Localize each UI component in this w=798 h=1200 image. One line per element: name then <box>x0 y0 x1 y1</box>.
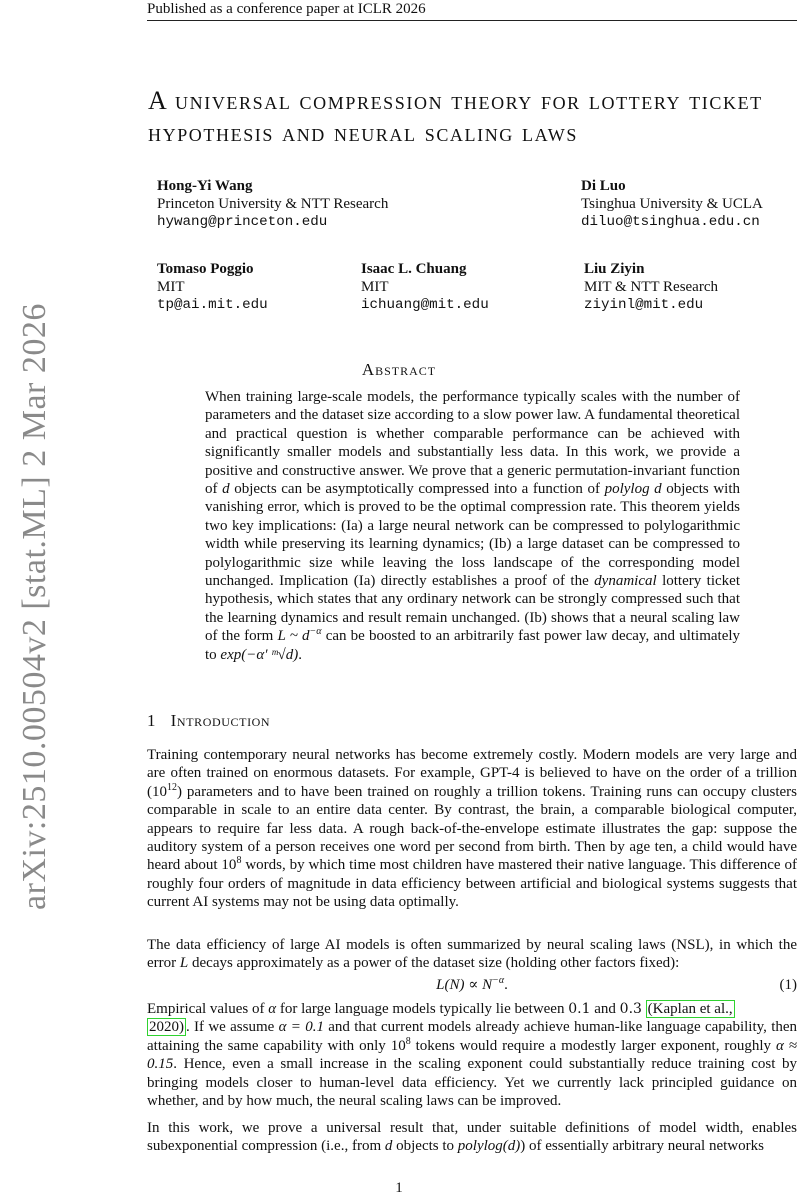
running-head: Published as a conference paper at ICLR 2026 <box>147 1 426 17</box>
author-affiliation: Princeton University & NTT Research <box>157 196 389 212</box>
author-affiliation: Tsinghua University & UCLA <box>581 196 763 212</box>
author-name: Hong-Yi Wang <box>157 178 253 194</box>
section-heading: 1 Introduction <box>147 711 271 730</box>
intro-paragraph: In this work, we prove a universal result that, under suitable definitions of model width, enables subexponential compression (i.e., from d objects to polylog(d)) of essentially arbitrary neural networks <box>147 1120 797 1155</box>
author-affiliation: MIT <box>157 279 185 295</box>
paper-title: A universal compression theory for lottery ticket hypothesis and neural scaling laws <box>148 86 763 147</box>
equation-number: (1) <box>779 977 797 993</box>
author-block <box>581 177 763 231</box>
author-email[interactable]: ziyinl@mit.edu <box>584 297 704 313</box>
citation-link[interactable]: 2020) <box>149 1019 184 1036</box>
author-block <box>157 260 268 314</box>
author-name: Isaac L. Chuang <box>361 261 467 277</box>
arxiv-identifier[interactable]: arXiv:2510.00504v2 [stat.ML] 2 Mar 2026 <box>16 303 53 910</box>
author-affiliation: MIT <box>361 279 389 295</box>
author-name: Di Luo <box>581 178 626 194</box>
author-block <box>584 260 718 314</box>
abstract-heading: Abstract <box>361 360 437 379</box>
intro-paragraph: Empirical values of α for large language models typically lie between 0.1 and 0.3 (Kaplan et al., 2020) . If we assume α = 0.1 and that current models already achieve human-like language capability, then attaining the same capability with only $10^8$ tokens would require a modestly larger exponent, roughly α ≈ 0.15. Hence, even a small increase in the scaling exponent could substantially reduce training cost by bringing models closer to human-level data efficiency. Yet we currently lack principled guidance on whether, and by how much, the neural scaling laws can be improved. <box>147 1001 798 1110</box>
author-block <box>361 260 489 314</box>
header-rule <box>147 20 797 21</box>
author-email[interactable]: ichuang@mit.edu <box>361 297 489 313</box>
author-affiliation: MIT & NTT Research <box>584 279 718 295</box>
page-number: 1 <box>395 1180 403 1196</box>
author-name: Tomaso Poggio <box>157 261 254 277</box>
intro-paragraph: The data efficiency of large AI models is often summarized by neural scaling laws (NSL), in which the error L decays approximately as a power of the dataset size (holding other factors fixed): <box>147 937 797 972</box>
author-block <box>157 177 388 231</box>
citation-link[interactable]: (Kaplan et al., <box>647 1001 733 1017</box>
author-email[interactable]: hywang@princeton.edu <box>157 214 328 230</box>
author-email[interactable]: diluo@tsinghua.edu.cn <box>581 214 760 230</box>
author-email[interactable]: tp@ai.mit.edu <box>157 297 268 313</box>
intro-paragraph: Training contemporary neural networks has become extremely costly. Modern models are very large and are often trained on enormous datasets. For example, GPT-4 is believed to have on the order of a trillion $(10^{12})$ parameters and to have been trained on roughly a trillion tokens. Training runs can occupy clusters comparable in scale to an entire data center. By contrast, the brain, a comparable biological computer, appears to require far less data. A rough back-of-the-envelope estimate illustrates the gap: suppose the auditory system of a person receives one word per second from birth. Then by age ten, a child would have heard about $10^8$ words, by which time most children have mastered their native language. This difference of roughly four orders of magnitude in data efficiency between artificial and biological systems suggests that current AI systems may not be using data optimally. <box>147 747 797 911</box>
abstract-body: When training large-scale models, the performance typically scales with the number of parameters and the dataset size according to a slow power law. A fundamental theoretical and practical question is whether comparable performance can be achieved with significantly smaller models and substantially less data. In this work, we provide a positive and constructive answer. We prove that a generic permutation-invariant function of d objects can be asymptotically compressed into a function of polylog d objects with vanishing error, which is proved to be the optimal compression rate. This theorem yields two key implications: (Ia) a large neural network can be compressed to polylogarithmic width while preserving its learning dynamics; (Ib) a large dataset can be compressed to polylogarithmic size while leaving the loss landscape of the corresponding model unchanged. Implication (Ia) directly establishes a proof of the dynamical lottery ticket hypothesis, which states that any ordinary network can be strongly compressed such that the learning dynamics and result remain unchanged. (Ib) shows that a neural scaling law of the form L ~ $d^{-\alpha}$ can be boosted to an arbitrarily fast power law decay, and ultimately to exp(−α′ ᵐ√d). <box>205 389 741 663</box>
author-name: Liu Ziyin <box>584 261 645 277</box>
